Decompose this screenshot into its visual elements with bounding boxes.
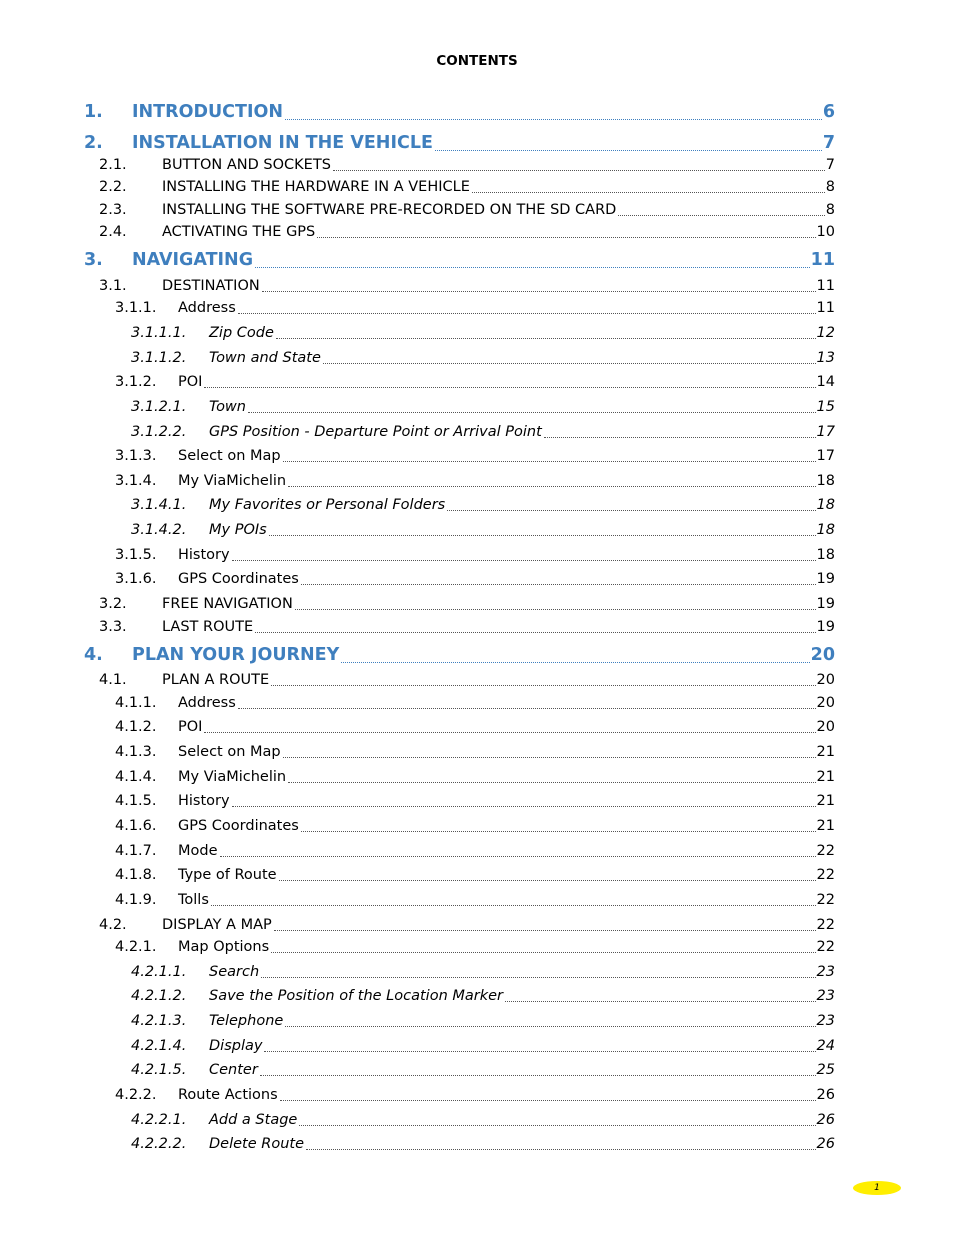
toc-entry[interactable] [0,103,954,125]
toc-entry[interactable] [0,199,954,221]
toc-entry[interactable] [0,616,954,638]
toc-entry-page: 15 [816,399,835,415]
toc-entry[interactable] [0,815,954,837]
toc-entry-page: 22 [816,939,835,955]
toc-entry-number: 4.1.8. [115,867,157,883]
toc-entry-number: 3.1.2.1. [131,399,187,415]
toc-entry-number: 4.2.2.2. [131,1136,187,1152]
toc-entry[interactable] [0,593,954,615]
toc-entry-number: 4.1.3. [115,744,157,760]
dot-leader [288,782,816,783]
toc-entry[interactable] [0,936,954,958]
toc-entry-number: 4.2.1. [115,939,157,955]
toc-entry[interactable] [0,985,954,1007]
toc-entry-page: 26 [816,1136,835,1152]
toc-entry-number: 2. [84,133,103,153]
toc-entry-page: 23 [816,988,835,1004]
toc-entry-number: 3.2. [99,596,127,612]
toc-entry-number: 3.1. [99,278,127,294]
toc-entry-number: 3.3. [99,619,127,635]
toc-entry-number: 2.4. [99,224,127,240]
toc-entry-page: 21 [816,793,835,809]
dot-leader [306,1149,816,1150]
dot-leader [248,412,816,413]
toc-entry-title: Zip Code [209,325,274,341]
toc-entry[interactable] [0,544,954,566]
dot-leader [505,1001,816,1002]
dot-leader [204,387,816,388]
toc-entry-page: 26 [816,1087,835,1103]
toc-entry[interactable] [0,347,954,369]
toc-entry-page: 20 [816,719,835,735]
dot-leader [618,215,825,216]
dot-leader [285,119,822,120]
dot-leader [447,510,816,511]
toc-entry-page: 8 [825,179,835,195]
toc-entry-title: Address [178,695,236,711]
dot-leader [299,1125,816,1126]
dot-leader [279,880,816,881]
toc-entry-title: My ViaMichelin [178,473,287,489]
dot-leader [341,662,810,663]
toc-entry[interactable] [0,371,954,393]
toc-entry-title: GPS Coordinates [178,571,299,587]
toc-entry-title: Telephone [209,1013,284,1029]
toc-entry-title: Select on Map [178,744,281,760]
toc-entry-number: 4.1.2. [115,719,157,735]
toc-entry-title: My ViaMichelin [178,769,287,785]
toc-entry-page: 20 [816,695,835,711]
toc-entry-number: 4.1.9. [115,892,157,908]
toc-entry-title: POI [178,374,203,390]
toc-entry[interactable] [0,134,954,156]
dot-leader [544,437,816,438]
dot-leader [301,584,816,585]
dot-leader [295,609,816,610]
toc-entry-page: 8 [825,202,835,218]
toc-entry-page: 26 [816,1112,835,1128]
dot-leader [271,952,816,953]
toc-entry[interactable] [0,669,954,691]
toc-entry-page: 22 [816,892,835,908]
dot-leader [238,313,816,314]
toc-entry-title: FREE NAVIGATION [162,596,293,612]
toc-entry-page: 17 [816,424,835,440]
toc-entry-number: 4.2.1.1. [131,964,187,980]
toc-entry-page: 20 [816,672,835,688]
toc-entry[interactable] [0,840,954,862]
toc-entry-number: 3.1.4.2. [131,522,187,538]
toc-entry-number: 3.1.4.1. [131,497,187,513]
toc-entry[interactable] [0,1133,954,1155]
dot-leader [285,1026,816,1027]
toc-entry[interactable] [0,251,954,273]
toc-entry-title: Save the Position of the Location Marker [209,988,504,1004]
dot-leader [283,757,816,758]
dot-leader [204,732,816,733]
toc-entry-number: 3.1.1. [115,300,157,316]
toc-entry[interactable] [0,716,954,738]
toc-entry-number: 4.2.1.5. [131,1062,187,1078]
dot-leader [276,338,816,339]
toc-entry[interactable] [0,692,954,714]
toc-entry-title: History [178,547,230,563]
toc-entry-page: 18 [816,547,835,563]
toc-entry-page: 18 [816,522,835,538]
toc-entry-number: 4.1.4. [115,769,157,785]
toc-entry[interactable] [0,1010,954,1032]
toc-entry-page: 22 [816,917,835,933]
toc-entry-title: History [178,793,230,809]
toc-entry-number: 4.2.1.3. [131,1013,187,1029]
dot-leader [255,267,810,268]
toc-entry[interactable] [0,519,954,541]
toc-entry-number: 3.1.6. [115,571,157,587]
toc-entry-title: Select on Map [178,448,281,464]
toc-entry[interactable] [0,470,954,492]
toc-entry-number: 3.1.2.2. [131,424,187,440]
dot-leader [260,1075,816,1076]
toc-entry-number: 2.1. [99,157,127,173]
toc-entry-page: 22 [816,867,835,883]
toc-entry-title: ACTIVATING THE GPS [162,224,316,240]
toc-entry[interactable] [0,322,954,344]
toc-entry[interactable] [0,889,954,911]
toc-entry[interactable] [0,1109,954,1131]
toc-entry[interactable] [0,766,954,788]
dot-leader [280,1100,816,1101]
toc-entry-title: Mode [178,843,218,859]
toc-entry[interactable] [0,494,954,516]
toc-entry-page: 19 [816,571,835,587]
dot-leader [271,685,816,686]
toc-entry-title: GPS Coordinates [178,818,299,834]
dot-leader [238,708,816,709]
toc-entry[interactable] [0,1084,954,1106]
toc-entry-page: 21 [816,818,835,834]
toc-entry-number: 4.1. [99,672,127,688]
toc-entry-title: NAVIGATING [132,250,254,270]
toc-entry[interactable] [0,646,954,668]
toc-entry[interactable] [0,1035,954,1057]
toc-entry-number: 4.2.1.4. [131,1038,187,1054]
toc-entry[interactable] [0,864,954,886]
dot-leader [301,831,816,832]
toc-entry-title: Tolls [178,892,209,908]
toc-entry-number: 3.1.4. [115,473,157,489]
toc-entry-number: 4.1.5. [115,793,157,809]
toc-entry-title: Display [209,1038,263,1054]
toc-entry-number: 3.1.1.1. [131,325,187,341]
toc-entry-number: 3.1.3. [115,448,157,464]
toc-entry-title: Map Options [178,939,270,955]
toc-entry-page: 18 [816,497,835,513]
toc-entry[interactable] [0,568,954,590]
toc-entry[interactable] [0,1059,954,1081]
toc-entry-title: My POIs [209,522,267,538]
toc-entry-title: BUTTON AND SOCKETS [162,157,331,173]
toc-entry[interactable] [0,914,954,936]
toc-entry-page: 25 [816,1062,835,1078]
toc-entry[interactable] [0,741,954,763]
toc-entry-number: 4.1.1. [115,695,157,711]
toc-entry-title: PLAN YOUR JOURNEY [132,645,340,665]
dot-leader [269,535,816,536]
toc-entry-page: 6 [822,102,835,122]
toc-entry-title: Center [209,1062,258,1078]
page-number-badge: 1 [853,1181,901,1195]
toc-entry[interactable] [0,396,954,418]
toc-entry-number: 2.2. [99,179,127,195]
dot-leader [211,905,816,906]
toc-entry-page: 21 [816,769,835,785]
toc-entry[interactable] [0,961,954,983]
toc-entry-page: 11 [816,278,835,294]
toc-entry[interactable] [0,790,954,812]
dot-leader [264,1051,816,1052]
toc-entry-number: 3.1.1.2. [131,350,187,366]
toc-entry-number: 2.3. [99,202,127,218]
toc-entry-page: 7 [822,133,835,153]
toc-entry-page: 7 [825,157,835,173]
toc-entry-number: 4. [84,645,103,665]
toc-entry[interactable] [0,154,954,176]
dot-leader [333,170,825,171]
toc-entry-title: INSTALLATION IN THE VEHICLE [132,133,433,153]
toc-entry[interactable] [0,445,954,467]
dot-leader [255,632,816,633]
toc-entry-title: INSTALLING THE HARDWARE IN A VEHICLE [162,179,470,195]
toc-entry[interactable] [0,176,954,198]
toc-entry-title: Add a Stage [209,1112,298,1128]
toc-entry-number: 4.2. [99,917,127,933]
toc-entry-page: 19 [816,596,835,612]
toc-entry-title: My Favorites or Personal Folders [209,497,446,513]
toc-entry-number: 1. [84,102,103,122]
toc-entry-page: 19 [816,619,835,635]
toc-entry-title: LAST ROUTE [162,619,254,635]
toc-entry-number: 4.2.2.1. [131,1112,187,1128]
toc-entry-page: 17 [816,448,835,464]
toc-entry-page: 24 [816,1038,835,1054]
toc-entry-title: GPS Position - Departure Point or Arrival Point [209,424,542,440]
toc-entry-page: 20 [810,645,835,665]
toc-entry-page: 21 [816,744,835,760]
toc-entry-title: DESTINATION [162,278,260,294]
toc-entry-title: Town and State [209,350,321,366]
toc-entry-title: INTRODUCTION [132,102,283,122]
toc-entry-page: 11 [810,250,835,270]
toc-entry-title: Address [178,300,236,316]
dot-leader [232,560,816,561]
toc-entry-page: 11 [816,300,835,316]
toc-entry-number: 3.1.2. [115,374,157,390]
toc-entry[interactable] [0,421,954,443]
page-title: CONTENTS [436,53,518,69]
toc-entry-title: POI [178,719,203,735]
toc-entry-number: 3.1.5. [115,547,157,563]
toc-entry-title: DISPLAY A MAP [162,917,272,933]
toc-entry-page: 22 [816,843,835,859]
dot-leader [274,930,816,931]
dot-leader [262,291,816,292]
dot-leader [232,806,816,807]
toc-entry[interactable] [0,275,954,297]
toc-entry-page: 14 [816,374,835,390]
dot-leader [317,237,816,238]
toc-entry-number: 4.2.2. [115,1087,157,1103]
toc-entry-page: 12 [816,325,835,341]
toc-entry-page: 23 [816,964,835,980]
toc-entry-page: 23 [816,1013,835,1029]
toc-entry-title: Delete Route [209,1136,304,1152]
toc-entry-title: Route Actions [178,1087,278,1103]
toc-entry-title: INSTALLING THE SOFTWARE PRE-RECORDED ON THE SD CARD [162,202,617,218]
dot-leader [283,461,816,462]
toc-entry-page: 13 [816,350,835,366]
dot-leader [472,192,825,193]
toc-entry-number: 4.1.7. [115,843,157,859]
toc-entry-title: Type of Route [178,867,277,883]
toc-entry-title: Town [209,399,246,415]
toc-entry-title: Search [209,964,260,980]
dot-leader [323,363,816,364]
dot-leader [220,856,816,857]
dot-leader [435,150,822,151]
toc-entry-number: 4.2.1.2. [131,988,187,1004]
toc-entry-number: 3. [84,250,103,270]
toc-entry-number: 4.1.6. [115,818,157,834]
dot-leader [261,977,816,978]
toc-entry[interactable] [0,297,954,319]
toc-entry-page: 18 [816,473,835,489]
toc-entry[interactable] [0,221,954,243]
toc-entry-title: PLAN A ROUTE [162,672,270,688]
toc-entry-page: 10 [816,224,835,240]
dot-leader [288,486,816,487]
